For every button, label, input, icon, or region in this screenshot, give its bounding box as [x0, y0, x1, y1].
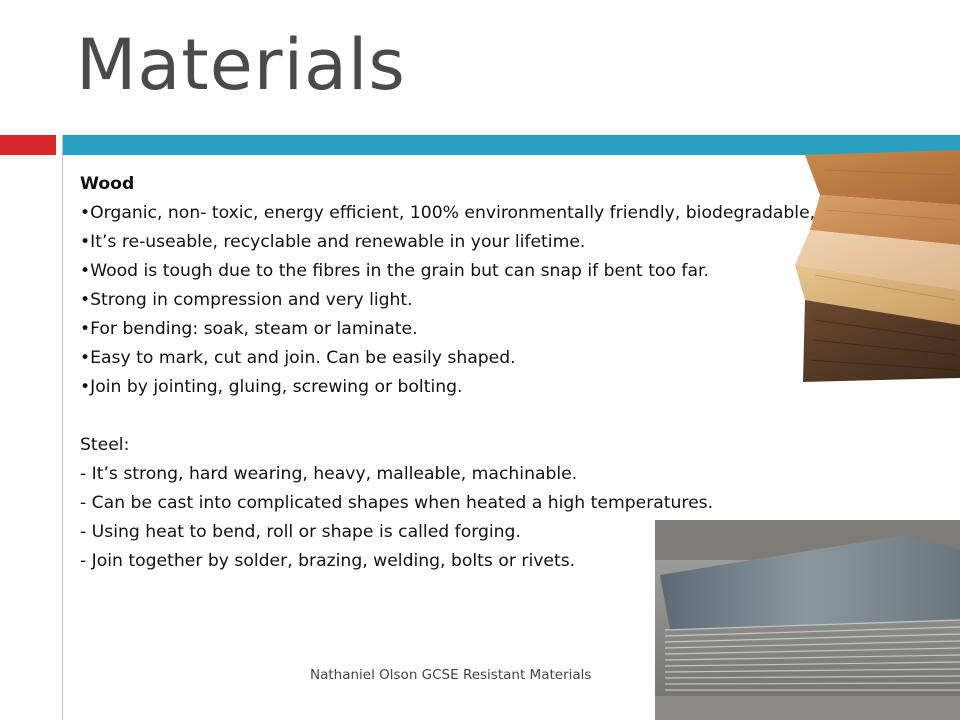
wood-point: •It’s re-useable, recyclable and renewable in your lifetime. — [80, 232, 586, 252]
slide-title: Materials — [76, 24, 406, 106]
wood-point: •Organic, non- toxic, energy efficient, 100% environmentally friendly, biodegradable, — [80, 203, 816, 223]
steel-point: - It’s strong, hard wearing, heavy, malleable, machinable. — [80, 464, 578, 484]
slide-body-text — [80, 170, 940, 576]
steel-heading: Steel: — [80, 435, 130, 455]
title-accent-red-bar — [0, 135, 56, 155]
wood-point: •Strong in compression and very light. — [80, 290, 413, 310]
left-divider-line — [62, 135, 63, 720]
slide-footer: Nathaniel Olson GCSE Resistant Materials — [310, 667, 592, 683]
paragraph-gap — [80, 402, 940, 431]
wood-heading: Wood — [80, 174, 135, 194]
wood-point: •Wood is tough due to the fibres in the grain but can snap if bent too far. — [80, 261, 709, 281]
wood-point: •Easy to mark, cut and join. Can be easily shaped. — [80, 348, 516, 368]
steel-point: - Using heat to bend, roll or shape is called forging. — [80, 522, 521, 542]
wood-point: •For bending: soak, steam or laminate. — [80, 319, 418, 339]
steel-point: - Join together by solder, brazing, welding, bolts or rivets. — [80, 551, 576, 571]
steel-point: - Can be cast into complicated shapes when heated a high temperatures. — [80, 493, 714, 513]
wood-point: •Join by jointing, gluing, screwing or bolting. — [80, 377, 463, 397]
